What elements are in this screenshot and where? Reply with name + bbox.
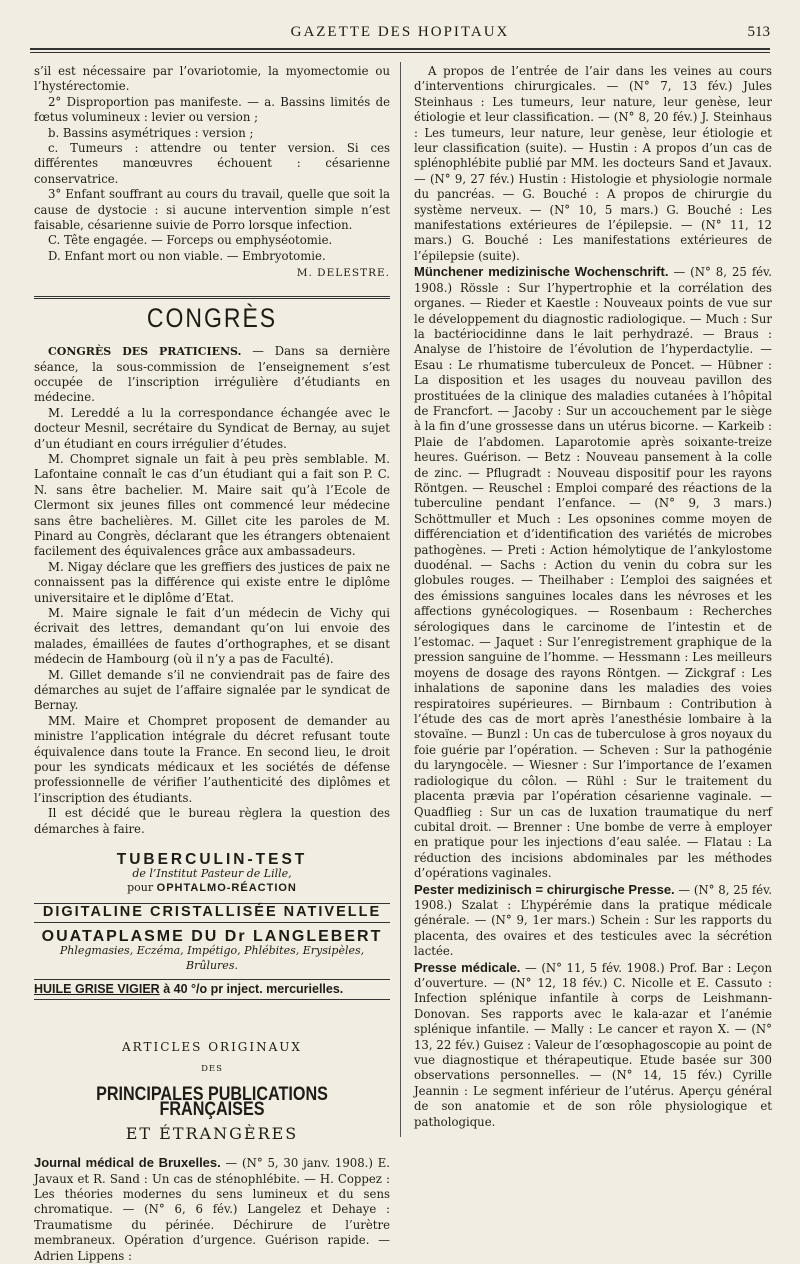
paragraph: 3° Enfant souffrant au cours du travail, quelle que soit la cause de dystocie : si aucune intervention simple n’est faisable, césarienne suivie de Porro lorsque infection.	[34, 187, 390, 233]
paragraph: — Dans sa dernière séance, la sous-commission de l’enseignement s’est occupée de l’inscription irrégulière d’étudiants en médecine.	[34, 344, 390, 405]
paragraph: — (N° 8, 25 fév. 1908.) Rössle : Sur l’hypertrophie et la corrélation des organes. — Rieder et Kaestle : Nouveaux points de vue sur le développement du diagnostic radiologique. — Much : Sur la bactériocidinne dans le lait perhydrazé. — Braus : Analyse de l’histoire de l’évolution de l’hyperdactylie. — Esau : Le rhumatisme tuberculeux de Poncet. — Hübner : La disposition et les usages du nouveau pavillon des prostituées de la clinique des maladies cutanées à l’hôpital de Francfort. — Jacoby : Sur un accouchement par le siège à la fin d’une grossesse dans un utérus bicorne. — Karkeib : Plaie de l’abdomen. Laparotomie après soixante-treize heures. Guérison. — Betz : Nouveau pansement à la colle de zinc. — Pflugradt : Nouveau dispositif pour les rayons Röntgen. — Reuschel : Emploi comparé des réactions de la tuberculine pendant l’enfance. — (N° 9, 3 mars.) Schöttmuller et Much : Les opsonines comme moyen de différenciation et d’identification des variétés de microbes pathogènes. — Preti : Action hémolytique de l’ankylostome duodénal. — Sachs : Action du venin du cobra sur les globules rouges. — Theilhaber : L’emploi des saignées et des émissions sanguines locales dans les névroses et les affections gynécologiques. — Rosenbaum : Recherches sérologiques dans le carcinome de l’intestin et de l’estomac. — Jaquet : Sur l’enregistrement graphique de la pression sanguine de l’homme. — Hessmann : Les meilleurs moyens de dosage des rayons Röntgen. — Zickgraf : Les inhalations de saponine dans les maladies des voies respiratoires supérieures. — Birnbaum : Contribution à l’étude des cas de mort après l’anesthésie lombaire à la stovaïne. — Bunzl : Un cas de tuberculose à gros noyaux du foie guérie par l’opération. — Scheven : Sur la pathogénie du laryngocèle. — Wiesner : Sur l’importance de l’examen radiologique du côlon. — Rühl : Sur le traitement du placenta prævia par l’opération césarienne vaginale. — Quadflieg : Sur un cas de luxation traumatique du nerf cubital droit. — Brenner : Une bombe de verre à employer en pratique pour les injections d’eau salée. — Flatau : La réduction des incisions abdominales par les méthodes d’opérations vaginales.	[414, 265, 772, 881]
paragraph: M. Nigay déclare que les greffiers des justices de paix ne connaissent pas la différence qui existe entre le diplôme universitaire et le diplôme d’Etat.	[34, 559, 390, 605]
ad-title: TUBERCULIN-TEST	[116, 851, 308, 869]
ad-title: OUATAPLASME DU Dr LANGLEBERT	[41, 927, 383, 945]
paragraph: M. Gillet demande s’il ne conviendrait pas de faire des démarches au sujet de l’affaire signalée par le syndicat de Bernay.	[34, 667, 390, 713]
paragraph: A propos de l’entrée de l’air dans les veines au cours d’interventions chirurgicales. — (N° 7, 13 fév.) Jules Steinhaus : Les tumeurs, leur nature, leur genèse, leur étiologie et leur classification. — (N° 8, 20 fév.) J. Steinhaus : Les tumeurs, leur nature, leur genèse, leur étiologie et leur classification (suite). — Hustin : A propos d’un cas de splénophlébite publié par MM. les docteurs Sand et Javaux. — (N° 9, 27 fév.) Hustin : Histologie et physiologie normale du pancréas. — G. Bouché : A propos de chirurgie du système nerveux. — (N° 10, 5 mars.) G. Bouché : Les manifestations extérieures de l’épilepsie. — (N° 11, 12 mars.) G. Bouché : Les manifestations extérieures de l’épilepsie (suite).	[414, 64, 772, 263]
section-title: CONGRÈS	[146, 302, 278, 333]
paragraph: — (N° 5, 30 janv. 1908.) E. Javaux et R. Sand : Un cas de sténophlébite. — H. Coppez : Les théories modernes du sens lumineux et du sens chromatique. — (N° 6, 6 fév.) Langelez et Dehaye : Traumatisme du périnée. Déchirure de l’urètre membraneux. Opération d’urgence. Guérison rapide. — Adrien Lippens :	[34, 1156, 390, 1263]
heading-line: DES	[201, 1063, 223, 1074]
paragraph: MM. Maire et Chompret proposent de demander au ministre l’application intégrale du décret refusant toute équivalence dans toute la France. En second lieu, le droit pour les syndicats médicaux et les sociétés de défense professionnelle de vérifier l’authenticité des diplômes et l’inscription des étudiants.	[34, 713, 390, 805]
left-column	[34, 64, 390, 1264]
paragraph: 2° Disproportion pas manifeste. — a. Bassins limités de fœtus volumineux : levier ou version ;	[34, 94, 390, 125]
paragraph: M. Maire signale le fait d’un médecin de Vichy qui écrivait des lettres, demandant qu’on lui envoie des malades, émaillées de fautes d’orthographes, et se disant médecin de Hambourg (où il n’y a pas de Faculté).	[34, 606, 390, 667]
section-divider	[34, 296, 390, 299]
advertisement-digitaline: DIGITALINE CRISTALLISÉE NATIVELLE	[34, 903, 390, 922]
journal-title: GAZETTE DES HOPITAUX	[290, 24, 510, 40]
journal-name: Münchener medizinische Wochenschrift.	[414, 264, 669, 280]
ad-subtitle: de l’Institut Pasteur de Lille,	[132, 867, 292, 881]
paragraph: D. Enfant mort ou non viable. — Embryotomie.	[48, 248, 326, 263]
header-rule	[30, 48, 770, 50]
journal-name: Presse médicale.	[414, 959, 521, 975]
ad-text: OPHTALMO-RÉACTION	[156, 882, 297, 895]
ad-title: HUILE GRISE VIGIER	[34, 981, 160, 996]
articles-heading	[34, 1040, 390, 1141]
author-signature: M. DELESTRE.	[296, 267, 390, 280]
column-divider	[400, 62, 401, 1137]
ad-text: à 40 °/o pr inject. mercurielles.	[159, 981, 344, 996]
right-column	[414, 64, 772, 1130]
ad-subtitle: Phlegmasies, Eczéma, Impétigo, Phlébites, Erysipèles, Brûlures.	[59, 943, 365, 973]
header-rule-thin	[30, 52, 770, 53]
paragraph: s’il est nécessaire par l’ovariotomie, la myomectomie ou l’hystérectomie.	[34, 64, 390, 94]
journal-name: Pester medizinisch = chirurgische Presse.	[414, 881, 675, 897]
advertisement-ouataplasme	[34, 929, 390, 974]
congres-heading: CONGRÈS DES PRATICIENS.	[48, 345, 242, 359]
paragraph: b. Bassins asymétriques : version ;	[48, 125, 254, 140]
paragraph: C. Tête engagée. — Forceps ou emphyséotomie.	[48, 233, 333, 248]
advertisement-tuberculin	[34, 853, 390, 895]
paragraph: Il est décidé que le bureau règlera la question des démarches à faire.	[34, 806, 390, 836]
advertisement-huile	[34, 979, 390, 1000]
heading-line: ET ÉTRANGÈRES	[125, 1123, 299, 1143]
paragraph: M. Lereddé a lu la correspondance échangée avec le docteur Mesnil, secrétaire du Syndicat de Bernay, au sujet d’un étudiant en cours irrégulier d’études.	[34, 405, 390, 451]
paragraph: M. Chompret signale un fait à peu près semblable. M. Lafontaine connaît le cas d’un étudiant qui a fait son P. C. N. sans être bachelier. M. Maire sait qu’à l’Ecole de Clermont six jeunes filles ont commencé leur médecine sans être bachelières. M. Gillet cite les paroles de M. Pinard au Congrès, déclarant que les étrangers obtenaient facilement des équivalences grâce aux ambassadeurs.	[34, 451, 390, 559]
heading-line: ARTICLES ORIGINAUX	[122, 1040, 302, 1055]
page-header	[30, 24, 770, 46]
paragraph: — (N° 8, 25 fév. 1908.) Szalat : L’hypérémie dans la pratique médicale générale. — (N° 9, 1er mars.) Schein : Sur les rapports du placenta, des ovaires et des testicules avec la sécrétion lactée.	[414, 882, 772, 959]
paragraph: — (N° 11, 5 fév. 1908.) Prof. Bar : Leçon d’ouverture. — (N° 12, 18 fév.) C. Nicolle et E. Cassuto : Infection splénique infantile à corps de Leishmann-Donovan. Ses rapports avec le kala-azar et l’anémie splénique infantile. — Mally : Le cancer et rayon X. — (N° 13, 22 fév.) Guisez : Valeur de l’œsophagoscopie au point de vue diagnostique et thérapeutique. Etude basée sur 300 observations personnelles. — (N° 14, 15 fév.) Cyrille Jeannin : Le segment inférieur de l’utérus. Aperçu général de son anatomie et de son rôle physiologique et pathologique.	[414, 960, 772, 1129]
heading-line: PRINCIPALES PUBLICATIONS FRANÇAISES	[96, 1083, 328, 1121]
paragraph: c. Tumeurs : attendre ou tenter version. Si ces différentes manœuvres échouent : césarienne conservatrice.	[34, 141, 390, 186]
journal-name: Journal médical de Bruxelles.	[34, 1155, 221, 1171]
ad-text: pour	[127, 881, 154, 895]
page-number: 513	[747, 24, 770, 40]
